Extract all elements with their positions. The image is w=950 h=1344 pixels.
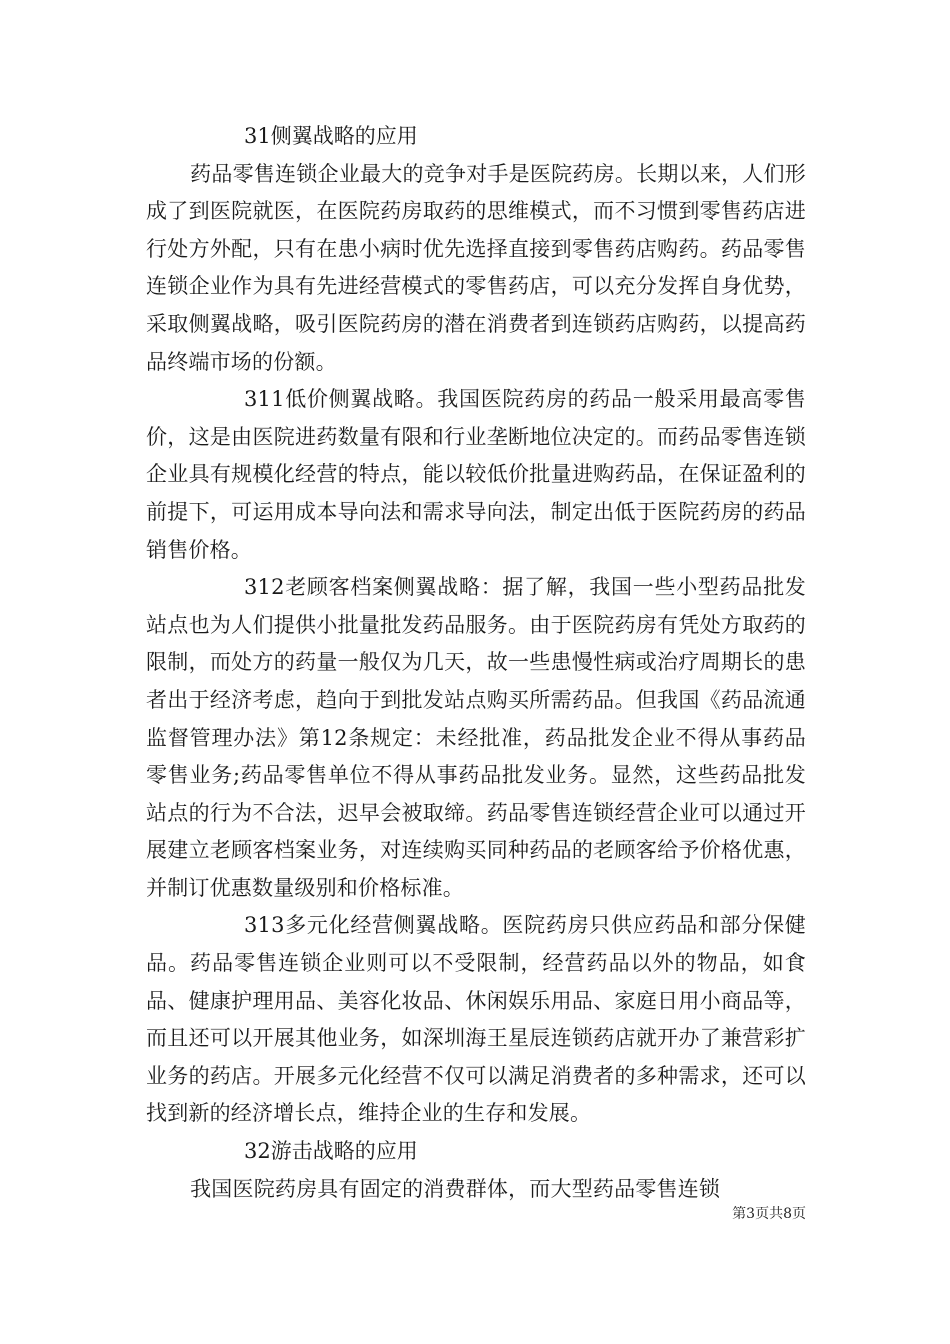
paragraph-intro: 药品零售连锁企业最大的竞争对手是医院药房。长期以来，人们形成了到医院就医，在医院药房取药的思维模式，而不习惯到零售药店进行处方外配，只有在患小病时优先选择直接到零售药店购药。药品零售连锁企业作为具有先进经营模式的零售药店，可以充分发挥自身优势，采取侧翼战略，吸引医院药房的潜在消费者到连锁药店购药，以提高药品终端市场的份额。 — [146, 161, 806, 374]
paragraph-32: 我国医院药房具有固定的消费群体，而大型药品零售连锁 — [190, 1176, 721, 1201]
section-heading-32: 32游击战略的应用 — [244, 1139, 418, 1164]
section-heading-31: 31侧翼战略的应用 — [244, 124, 418, 148]
page-number: 第3页共8页 — [732, 1206, 806, 1222]
paragraph-312: 312老顾客档案侧翼战略：据了解，我国一些小型药品批发站点也为人们提供小批量批发药品服务。由于医院药房有凭处方取药的限制，而处方的药量一般仅为几天，故一些患慢性病或治疗周期长的患者出于经济考虑，趋向于到批发站点购买所需药品。但我国《药品流通监督管理办法》第12条规定：未经批准，药品批发企业不得从事药品零售业务;药品零售单位不得从事药品批发业务。显然，这些药品批发站点的行为不合法，迟早会被取缔。药品零售连锁经营企业可以通过开展建立老顾客档案业务，对连续购买同种药品的老顾客给予价格优惠，并制订优惠数量级别和价格标准。 — [146, 575, 806, 900]
paragraph-311: 311低价侧翼战略。我国医院药房的药品一般采用最高零售价，这是由医院进药数量有限和行业垄断地位决定的。而药品零售连锁企业具有规模化经营的特点，能以较低价批量进购药品，在保证盈利的前提下，可运用成本导向法和需求导向法，制定出低于医院药房的药品销售价格。 — [146, 387, 806, 562]
paragraph-313: 313多元化经营侧翼战略。医院药房只供应药品和部分保健品。药品零售连锁企业则可以不受限制，经营药品以外的物品，如食品、健康护理用品、美容化妆品、休闲娱乐用品、家庭日用小商品等，而且还可以开展其他业务，如深圳海王星辰连锁药店就开办了兼营彩扩业务的药店。开展多元化经营不仅可以满足消费者的多种需求，还可以找到新的经济增长点，维持企业的生存和发展。 — [146, 913, 806, 1126]
document-body — [146, 118, 806, 1208]
